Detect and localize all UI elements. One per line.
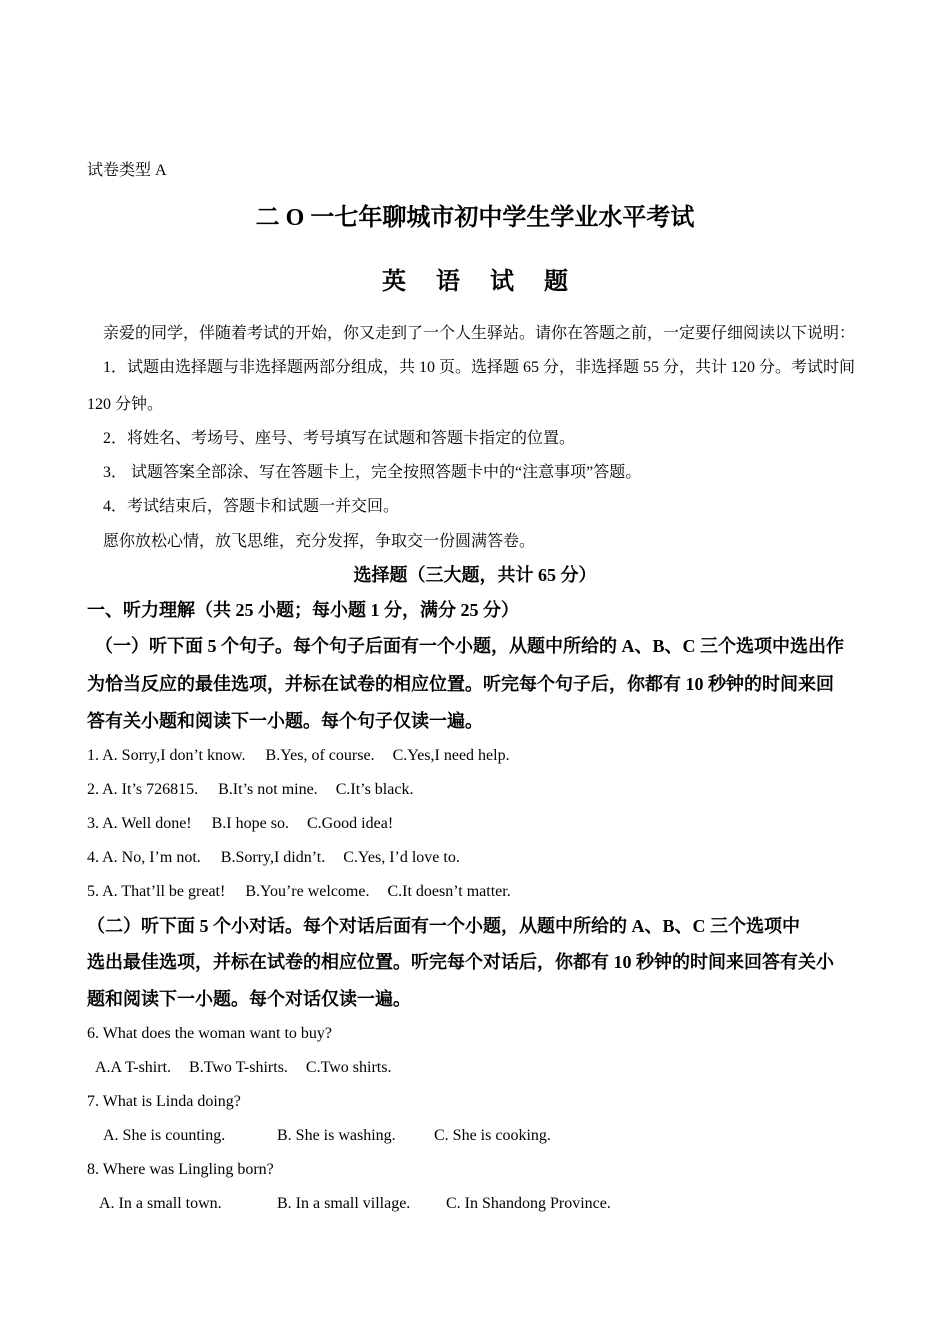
question-8-stem: 8. Where was Lingling born? [87,1161,274,1178]
wish-text: 愿你放松心情，放飞思维，充分发挥，争取交一份圆满答卷。 [103,533,536,550]
sub2-instruction-line1: （二）听下面 5 个小对话。每个对话后面有一个小题，从题中所给的 A、B、C 三个选项中 [87,916,801,936]
q4-option-b: B.Sorry,I didn’t. [220,849,326,866]
question-1 [87,746,510,766]
subject-title: 英 语 试 题 [382,269,580,295]
q8-option-a: A. In a small town. [99,1195,222,1212]
q5-option-c: C.It doesn’t matter. [387,883,511,900]
q2-option-c: C.It’s black. [335,781,414,798]
sub2-instruction-line2: 选出最佳选项，并标在试卷的相应位置。听完每个对话后，你都有 10 秒钟的时间来回答有关小 [87,952,834,972]
q3-option-b: B.I hope so. [211,815,289,832]
q7-option-b: B. She is washing. [277,1127,396,1144]
q7-option-c: C. She is cooking. [434,1127,551,1144]
q1-option-c: C.Yes,I need help. [392,747,510,764]
question-6-options [95,1058,391,1078]
question-5 [87,882,511,902]
q8-option-b: B. In a small village. [277,1195,411,1212]
q4-option-c: C.Yes, I’d love to. [343,849,460,866]
paper-type: 试卷类型 A [87,162,167,179]
question-6-stem: 6. What does the woman want to buy? [87,1025,332,1042]
q2-option-b: B.It’s not mine. [218,781,318,798]
question-3 [87,814,393,834]
q4-option-a: 4. A. No, I’m not. [87,849,201,866]
section-choice-heading: 选择题（三大题，共计 65 分） [353,565,597,585]
q6-option-a: A.A T-shirt. [95,1059,172,1076]
question-7-options [103,1126,551,1146]
rule-1-cont: 120 分钟。 [87,396,164,413]
q3-option-a: 3. A. Well done! [87,815,192,832]
sub1-instruction-line1: （一）听下面 5 个句子。每个句子后面有一个小题，从题中所给的 A、B、C 三个选项中选出作 [95,636,844,656]
question-7-stem: 7. What is Linda doing? [87,1093,241,1110]
rule-3: 3． 试题答案全部涂、写在答题卡上，完全按照答题卡中的“注意事项”答题。 [103,464,642,481]
q5-option-a: 5. A. That’ll be great! [87,883,226,900]
q3-option-c: C.Good idea! [306,815,394,832]
q1-option-b: B.Yes, of course. [265,747,375,764]
question-4 [87,848,460,868]
sub2-instruction-line3: 题和阅读下一小题。每个对话仅读一遍。 [87,989,411,1009]
q8-option-c: C. In Shandong Province. [446,1195,611,1212]
question-2 [87,780,413,800]
q2-option-a: 2. A. It’s 726815. [87,781,199,798]
exam-title: 二 O 一七年聊城市初中学生学业水平考试 [255,205,695,231]
sub1-instruction-line2: 为恰当反应的最佳选项，并标在试卷的相应位置。听完每个句子后，你都有 10 秒钟的时间来回 [87,674,834,694]
q6-option-b: B.Two T-shirts. [189,1059,288,1076]
rule-1: 1．试题由选择题与非选择题两部分组成，共 10 页。选择题 65 分，非选择题 55 分，共计 120 分。考试时间 [103,359,856,376]
rule-4: 4．考试结束后，答题卡和试题一并交回。 [103,498,400,515]
part1-heading: 一、听力理解（共 25 小题；每小题 1 分，满分 25 分） [87,600,519,620]
sub1-instruction-line3: 答有关小题和阅读下一小题。每个句子仅读一遍。 [87,711,483,731]
q5-option-b: B.You’re welcome. [245,883,370,900]
q7-option-a: A. She is counting. [103,1127,226,1144]
question-8-options [99,1194,611,1214]
q1-option-a: 1. A. Sorry,I don’t know. [87,747,246,764]
intro-text: 亲爱的同学，伴随着考试的开始，你又走到了一个人生驿站。请你在答题之前，一定要仔细阅读以下说明： [103,325,856,342]
rule-2: 2．将姓名、考场号、座号、考号填写在试题和答题卡指定的位置。 [103,430,576,447]
q6-option-c: C.Two shirts. [305,1059,392,1076]
